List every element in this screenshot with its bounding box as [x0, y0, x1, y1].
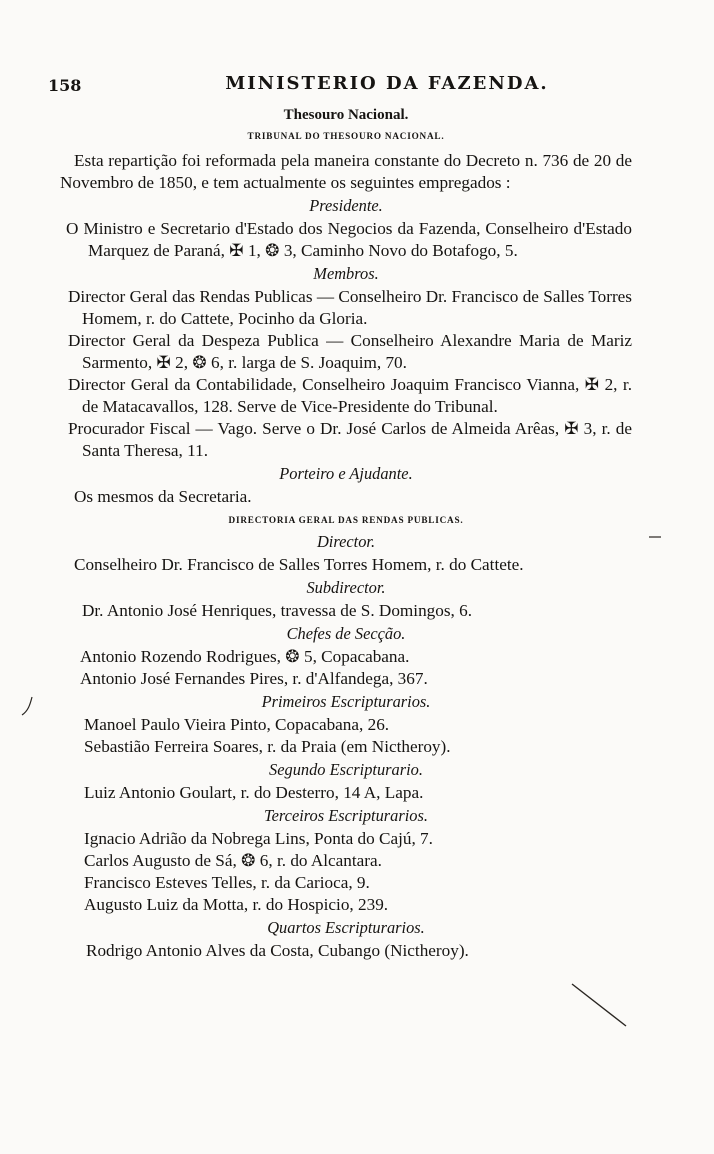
segundo-heading: Segundo Escripturario. [269, 760, 423, 779]
chefe-entry: Antonio Rozendo Rodrigues, ❂ 5, Copacabana. [80, 647, 410, 666]
subdirector-entry: Dr. Antonio José Henriques, travessa de S. Domingos, 6. [82, 601, 473, 620]
membro-entry: Director Geral da Despeza Publica — Conselheiro Alexandre Maria de Mariz Sarmento, ✠ 2, ❂ 6, r. larga de S. Joaquim, 70. [68, 331, 632, 372]
quarto-entry: Rodrigo Antonio Alves da Costa, Cubango (Nictheroy). [86, 941, 469, 960]
running-title: MINISTERIO DA FAZENDA. [225, 73, 549, 94]
tribunal-intro: Esta repartição foi reformada pela maneira constante do Decreto n. 736 de 20 de Novembro de 1850, e tem actualmente os seguintes empregados : [60, 151, 632, 192]
primeiro-entry: Sebastião Ferreira Soares, r. da Praia (em Nictheroy). [84, 737, 451, 756]
chefe-entry: Antonio José Fernandes Pires, r. d'Alfandega, 367. [80, 669, 428, 688]
terceiros-heading: Terceiros Escripturarios. [264, 806, 428, 825]
page-number: 158 [48, 76, 82, 95]
director-entry: Conselheiro Dr. Francisco de Salles Torres Homem, r. do Cattete. [74, 555, 524, 574]
director-heading: Director. [316, 532, 376, 551]
primeiros-heading: Primeiros Escripturarios. [261, 692, 431, 711]
membro-entry: Director Geral da Contabilidade, Conselheiro Joaquim Francisco Vianna, ✠ 2, r. de Matacavallos, 128. Serve de Vice-Presidente do Tribunal. [68, 375, 632, 416]
membro-entry: Director Geral das Rendas Publicas — Conselheiro Dr. Francisco de Salles Torres Homem, r. do Cattete, Pocinho da Gloria. [68, 287, 632, 328]
porteiro-heading: Porteiro e Ajudante. [279, 464, 413, 483]
terceiro-entry: Augusto Luiz da Motta, r. do Hospicio, 239. [84, 895, 389, 914]
subdirector-heading: Subdirector. [306, 578, 386, 597]
chefes-heading: Chefes de Secção. [286, 624, 406, 643]
tribunal-heading: TRIBUNAL DO THESOURO NACIONAL. [247, 131, 445, 141]
terceiro-entry: Francisco Esteves Telles, r. da Carioca, 9. [84, 873, 370, 892]
porteiro-entry: Os mesmos da Secretaria. [74, 487, 252, 506]
margin-tick-mark [18, 695, 38, 719]
directoria-heading: DIRECTORIA GERAL DAS RENDAS PUBLICAS. [228, 515, 464, 525]
membro-entry: Procurador Fiscal — Vago. Serve o Dr. José Carlos de Almeida Arêas, ✠ 3, r. de Santa Theresa, 11. [68, 419, 632, 460]
document-body [60, 104, 632, 962]
pencil-stroke-line [572, 984, 626, 1026]
pencil-stroke-mark [568, 980, 632, 1032]
quartos-heading: Quartos Escripturarios. [267, 918, 425, 937]
membros-heading: Membros. [313, 264, 379, 283]
presidente-entry: O Ministro e Secretario d'Estado dos Negocios da Fazenda, Conselheiro d'Estado Marquez de Paraná, ✠ 1, ❂ 3, Caminho Novo do Botafogo, 5. [66, 219, 632, 260]
terceiro-entry: Carlos Augusto de Sá, ❂ 6, r. do Alcantara. [84, 851, 382, 870]
margin-dash-mark [648, 534, 662, 540]
margin-tick-path [22, 697, 32, 715]
segundo-entry: Luiz Antonio Goulart, r. do Desterro, 14 A, Lapa. [84, 783, 424, 802]
primeiro-entry: Manoel Paulo Vieira Pinto, Copacabana, 26. [84, 715, 390, 734]
section-title: Thesouro Nacional. [283, 107, 409, 123]
presidente-heading: Presidente. [309, 196, 383, 215]
terceiro-entry: Ignacio Adrião da Nobrega Lins, Ponta do Cajú, 7. [84, 829, 433, 848]
